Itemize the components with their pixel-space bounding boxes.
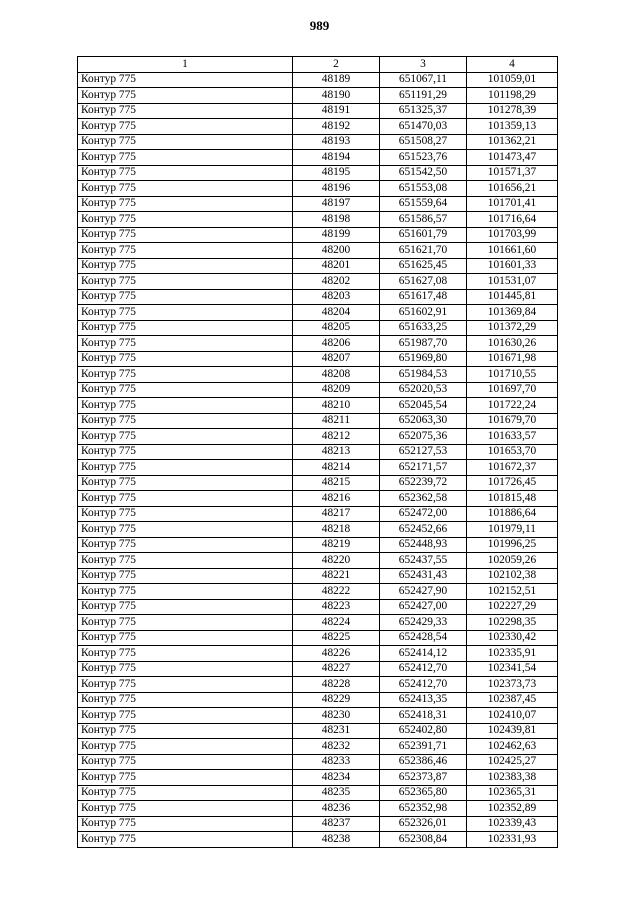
point-number-cell: 48209 [293,382,380,398]
x-coordinate-cell: 652127,53 [380,444,467,460]
point-number-cell: 48228 [293,677,380,693]
x-coordinate-cell: 651542,50 [380,165,467,181]
table-row [78,692,558,708]
table-row [78,599,558,615]
contour-name-cell: Контур 775 [78,444,293,460]
y-coordinate-cell: 101601,33 [467,258,558,274]
x-coordinate-cell: 652171,57 [380,460,467,476]
x-coordinate-cell: 651627,08 [380,274,467,290]
y-coordinate-cell: 102387,45 [467,692,558,708]
y-coordinate-cell: 101630,26 [467,336,558,352]
contour-name-cell: Контур 775 [78,413,293,429]
contour-name-cell: Контур 775 [78,165,293,181]
table-row [78,630,558,646]
contour-name-cell: Контур 775 [78,584,293,600]
x-coordinate-cell: 651601,79 [380,227,467,243]
table-row [78,677,558,693]
y-coordinate-cell: 101372,29 [467,320,558,336]
y-coordinate-cell: 101697,70 [467,382,558,398]
x-coordinate-cell: 652427,00 [380,599,467,615]
x-coordinate-cell: 652431,43 [380,568,467,584]
contour-name-cell: Контур 775 [78,103,293,119]
y-coordinate-cell: 102352,89 [467,801,558,817]
y-coordinate-cell: 101359,13 [467,119,558,135]
point-number-cell: 48218 [293,522,380,538]
point-number-cell: 48226 [293,646,380,662]
contour-name-cell: Контур 775 [78,801,293,817]
point-number-cell: 48205 [293,320,380,336]
table-row [78,274,558,290]
table-row [78,382,558,398]
y-coordinate-cell: 102227,29 [467,599,558,615]
x-coordinate-cell: 651470,03 [380,119,467,135]
table-row [78,553,558,569]
y-coordinate-cell: 102439,81 [467,723,558,739]
y-coordinate-cell: 101661,60 [467,243,558,259]
point-number-cell: 48231 [293,723,380,739]
contour-name-cell: Контур 775 [78,661,293,677]
y-coordinate-cell: 101671,98 [467,351,558,367]
table-body [78,72,558,847]
x-coordinate-cell: 651325,37 [380,103,467,119]
x-coordinate-cell: 652413,35 [380,692,467,708]
point-number-cell: 48204 [293,305,380,321]
x-coordinate-cell: 652452,66 [380,522,467,538]
y-coordinate-cell: 102330,42 [467,630,558,646]
x-coordinate-cell: 652362,58 [380,491,467,507]
point-number-cell: 48191 [293,103,380,119]
contour-name-cell: Контур 775 [78,832,293,848]
x-coordinate-cell: 652472,00 [380,506,467,522]
table-row [78,181,558,197]
point-number-cell: 48207 [293,351,380,367]
x-coordinate-cell: 652412,70 [380,661,467,677]
point-number-cell: 48215 [293,475,380,491]
contour-name-cell: Контур 775 [78,537,293,553]
y-coordinate-cell: 101653,70 [467,444,558,460]
x-coordinate-cell: 652020,53 [380,382,467,398]
point-number-cell: 48203 [293,289,380,305]
y-coordinate-cell: 101710,55 [467,367,558,383]
table-row [78,770,558,786]
point-number-cell: 48195 [293,165,380,181]
x-coordinate-cell: 652428,54 [380,630,467,646]
point-number-cell: 48194 [293,150,380,166]
contour-name-cell: Контур 775 [78,119,293,135]
page-number: 989 [309,18,330,33]
contour-name-cell: Контур 775 [78,770,293,786]
point-number-cell: 48223 [293,599,380,615]
y-coordinate-cell: 101979,11 [467,522,558,538]
table-row [78,568,558,584]
contour-name-cell: Контур 775 [78,196,293,212]
y-coordinate-cell: 101672,37 [467,460,558,476]
contour-name-cell: Контур 775 [78,72,293,88]
point-number-cell: 48234 [293,770,380,786]
point-number-cell: 48235 [293,785,380,801]
contour-name-cell: Контур 775 [78,553,293,569]
contour-name-cell: Контур 775 [78,320,293,336]
point-number-cell: 48225 [293,630,380,646]
contour-name-cell: Контур 775 [78,134,293,150]
y-coordinate-cell: 101473,47 [467,150,558,166]
table-row [78,413,558,429]
coordinates-table [77,56,558,848]
x-coordinate-cell: 652308,84 [380,832,467,848]
y-coordinate-cell: 102331,93 [467,832,558,848]
table-row [78,785,558,801]
x-coordinate-cell: 651586,57 [380,212,467,228]
point-number-cell: 48227 [293,661,380,677]
table-row [78,398,558,414]
x-coordinate-cell: 651508,27 [380,134,467,150]
contour-name-cell: Контур 775 [78,398,293,414]
x-coordinate-cell: 651969,80 [380,351,467,367]
point-number-cell: 48214 [293,460,380,476]
y-coordinate-cell: 101886,64 [467,506,558,522]
contour-name-cell: Контур 775 [78,274,293,290]
table-row [78,723,558,739]
point-number-cell: 48237 [293,816,380,832]
x-coordinate-cell: 652326,01 [380,816,467,832]
table-row [78,88,558,104]
x-coordinate-cell: 652075,36 [380,429,467,445]
contour-name-cell: Контур 775 [78,150,293,166]
contour-name-cell: Контур 775 [78,506,293,522]
x-coordinate-cell: 652373,87 [380,770,467,786]
contour-name-cell: Контур 775 [78,475,293,491]
column-header: 1 [78,57,293,73]
contour-name-cell: Контур 775 [78,305,293,321]
x-coordinate-cell: 651625,45 [380,258,467,274]
table-row [78,289,558,305]
x-coordinate-cell: 652414,12 [380,646,467,662]
x-coordinate-cell: 651191,29 [380,88,467,104]
table-row [78,816,558,832]
point-number-cell: 48221 [293,568,380,584]
x-coordinate-cell: 652239,72 [380,475,467,491]
table-row [78,491,558,507]
contour-name-cell: Контур 775 [78,243,293,259]
y-coordinate-cell: 102425,27 [467,754,558,770]
table-row [78,708,558,724]
table-row [78,661,558,677]
point-number-cell: 48190 [293,88,380,104]
x-coordinate-cell: 652063,30 [380,413,467,429]
point-number-cell: 48192 [293,119,380,135]
contour-name-cell: Контур 775 [78,181,293,197]
contour-name-cell: Контур 775 [78,258,293,274]
contour-name-cell: Контур 775 [78,460,293,476]
table-row [78,801,558,817]
table-row [78,119,558,135]
y-coordinate-cell: 102152,51 [467,584,558,600]
point-number-cell: 48213 [293,444,380,460]
point-number-cell: 48211 [293,413,380,429]
table-row [78,305,558,321]
contour-name-cell: Контур 775 [78,88,293,104]
x-coordinate-cell: 652427,90 [380,584,467,600]
y-coordinate-cell: 102373,73 [467,677,558,693]
contour-name-cell: Контур 775 [78,615,293,631]
y-coordinate-cell: 101059,01 [467,72,558,88]
point-number-cell: 48216 [293,491,380,507]
table-row [78,537,558,553]
point-number-cell: 48236 [293,801,380,817]
table-row [78,134,558,150]
table-row [78,522,558,538]
table-row [78,506,558,522]
point-number-cell: 48212 [293,429,380,445]
table-row [78,615,558,631]
column-header: 3 [380,57,467,73]
y-coordinate-cell: 102298,35 [467,615,558,631]
contour-name-cell: Контур 775 [78,708,293,724]
y-coordinate-cell: 101362,21 [467,134,558,150]
x-coordinate-cell: 651617,48 [380,289,467,305]
x-coordinate-cell: 652412,70 [380,677,467,693]
y-coordinate-cell: 102341,54 [467,661,558,677]
point-number-cell: 48199 [293,227,380,243]
y-coordinate-cell: 102059,26 [467,553,558,569]
table-row [78,739,558,755]
table-header-row [78,57,558,73]
x-coordinate-cell: 651602,91 [380,305,467,321]
contour-name-cell: Контур 775 [78,599,293,615]
contour-name-cell: Контур 775 [78,816,293,832]
contour-name-cell: Контур 775 [78,630,293,646]
y-coordinate-cell: 102410,07 [467,708,558,724]
y-coordinate-cell: 101278,39 [467,103,558,119]
table-row [78,444,558,460]
table-row [78,754,558,770]
contour-name-cell: Контур 775 [78,491,293,507]
y-coordinate-cell: 101531,07 [467,274,558,290]
point-number-cell: 48219 [293,537,380,553]
y-coordinate-cell: 101722,24 [467,398,558,414]
y-coordinate-cell: 102102,38 [467,568,558,584]
table-row [78,351,558,367]
table-row [78,460,558,476]
x-coordinate-cell: 652352,98 [380,801,467,817]
point-number-cell: 48217 [293,506,380,522]
table-row [78,212,558,228]
y-coordinate-cell: 101633,57 [467,429,558,445]
y-coordinate-cell: 101996,25 [467,537,558,553]
y-coordinate-cell: 102339,43 [467,816,558,832]
table-row [78,475,558,491]
point-number-cell: 48206 [293,336,380,352]
table-row [78,150,558,166]
contour-name-cell: Контур 775 [78,646,293,662]
point-number-cell: 48220 [293,553,380,569]
y-coordinate-cell: 101445,81 [467,289,558,305]
y-coordinate-cell: 102383,38 [467,770,558,786]
contour-name-cell: Контур 775 [78,522,293,538]
table-row [78,832,558,848]
x-coordinate-cell: 652045,54 [380,398,467,414]
table-row [78,196,558,212]
contour-name-cell: Контур 775 [78,367,293,383]
x-coordinate-cell: 651987,70 [380,336,467,352]
point-number-cell: 48230 [293,708,380,724]
point-number-cell: 48201 [293,258,380,274]
x-coordinate-cell: 652365,80 [380,785,467,801]
x-coordinate-cell: 651067,11 [380,72,467,88]
point-number-cell: 48224 [293,615,380,631]
point-number-cell: 48232 [293,739,380,755]
point-number-cell: 48233 [293,754,380,770]
contour-name-cell: Контур 775 [78,692,293,708]
contour-name-cell: Контур 775 [78,754,293,770]
contour-name-cell: Контур 775 [78,723,293,739]
contour-name-cell: Контур 775 [78,739,293,755]
table-row [78,165,558,181]
point-number-cell: 48238 [293,832,380,848]
x-coordinate-cell: 652448,93 [380,537,467,553]
x-coordinate-cell: 651633,25 [380,320,467,336]
table-row [78,320,558,336]
column-header: 4 [467,57,558,73]
contour-name-cell: Контур 775 [78,785,293,801]
y-coordinate-cell: 101571,37 [467,165,558,181]
table-row [78,103,558,119]
y-coordinate-cell: 101701,41 [467,196,558,212]
point-number-cell: 48189 [293,72,380,88]
y-coordinate-cell: 101198,29 [467,88,558,104]
y-coordinate-cell: 101656,21 [467,181,558,197]
point-number-cell: 48196 [293,181,380,197]
point-number-cell: 48210 [293,398,380,414]
y-coordinate-cell: 101726,45 [467,475,558,491]
table-row [78,336,558,352]
x-coordinate-cell: 651621,70 [380,243,467,259]
x-coordinate-cell: 651984,53 [380,367,467,383]
contour-name-cell: Контур 775 [78,227,293,243]
table-row [78,72,558,88]
contour-name-cell: Контур 775 [78,382,293,398]
y-coordinate-cell: 101703,99 [467,227,558,243]
contour-name-cell: Контур 775 [78,212,293,228]
x-coordinate-cell: 652386,46 [380,754,467,770]
table-row [78,429,558,445]
y-coordinate-cell: 101716,64 [467,212,558,228]
point-number-cell: 48197 [293,196,380,212]
contour-name-cell: Контур 775 [78,568,293,584]
column-header: 2 [293,57,380,73]
x-coordinate-cell: 651559,64 [380,196,467,212]
contour-name-cell: Контур 775 [78,289,293,305]
y-coordinate-cell: 101369,84 [467,305,558,321]
table-row [78,367,558,383]
y-coordinate-cell: 101815,48 [467,491,558,507]
point-number-cell: 48202 [293,274,380,290]
table-row [78,243,558,259]
point-number-cell: 48193 [293,134,380,150]
y-coordinate-cell: 102365,31 [467,785,558,801]
point-number-cell: 48198 [293,212,380,228]
x-coordinate-cell: 651553,08 [380,181,467,197]
point-number-cell: 48208 [293,367,380,383]
y-coordinate-cell: 101679,70 [467,413,558,429]
table-row [78,258,558,274]
point-number-cell: 48222 [293,584,380,600]
x-coordinate-cell: 652437,55 [380,553,467,569]
x-coordinate-cell: 652391,71 [380,739,467,755]
table-row [78,227,558,243]
contour-name-cell: Контур 775 [78,429,293,445]
contour-name-cell: Контур 775 [78,336,293,352]
contour-name-cell: Контур 775 [78,351,293,367]
table-row [78,584,558,600]
x-coordinate-cell: 652402,80 [380,723,467,739]
point-number-cell: 48229 [293,692,380,708]
y-coordinate-cell: 102462,63 [467,739,558,755]
x-coordinate-cell: 652429,33 [380,615,467,631]
x-coordinate-cell: 651523,76 [380,150,467,166]
table-row [78,646,558,662]
point-number-cell: 48200 [293,243,380,259]
x-coordinate-cell: 652418,31 [380,708,467,724]
y-coordinate-cell: 102335,91 [467,646,558,662]
contour-name-cell: Контур 775 [78,677,293,693]
